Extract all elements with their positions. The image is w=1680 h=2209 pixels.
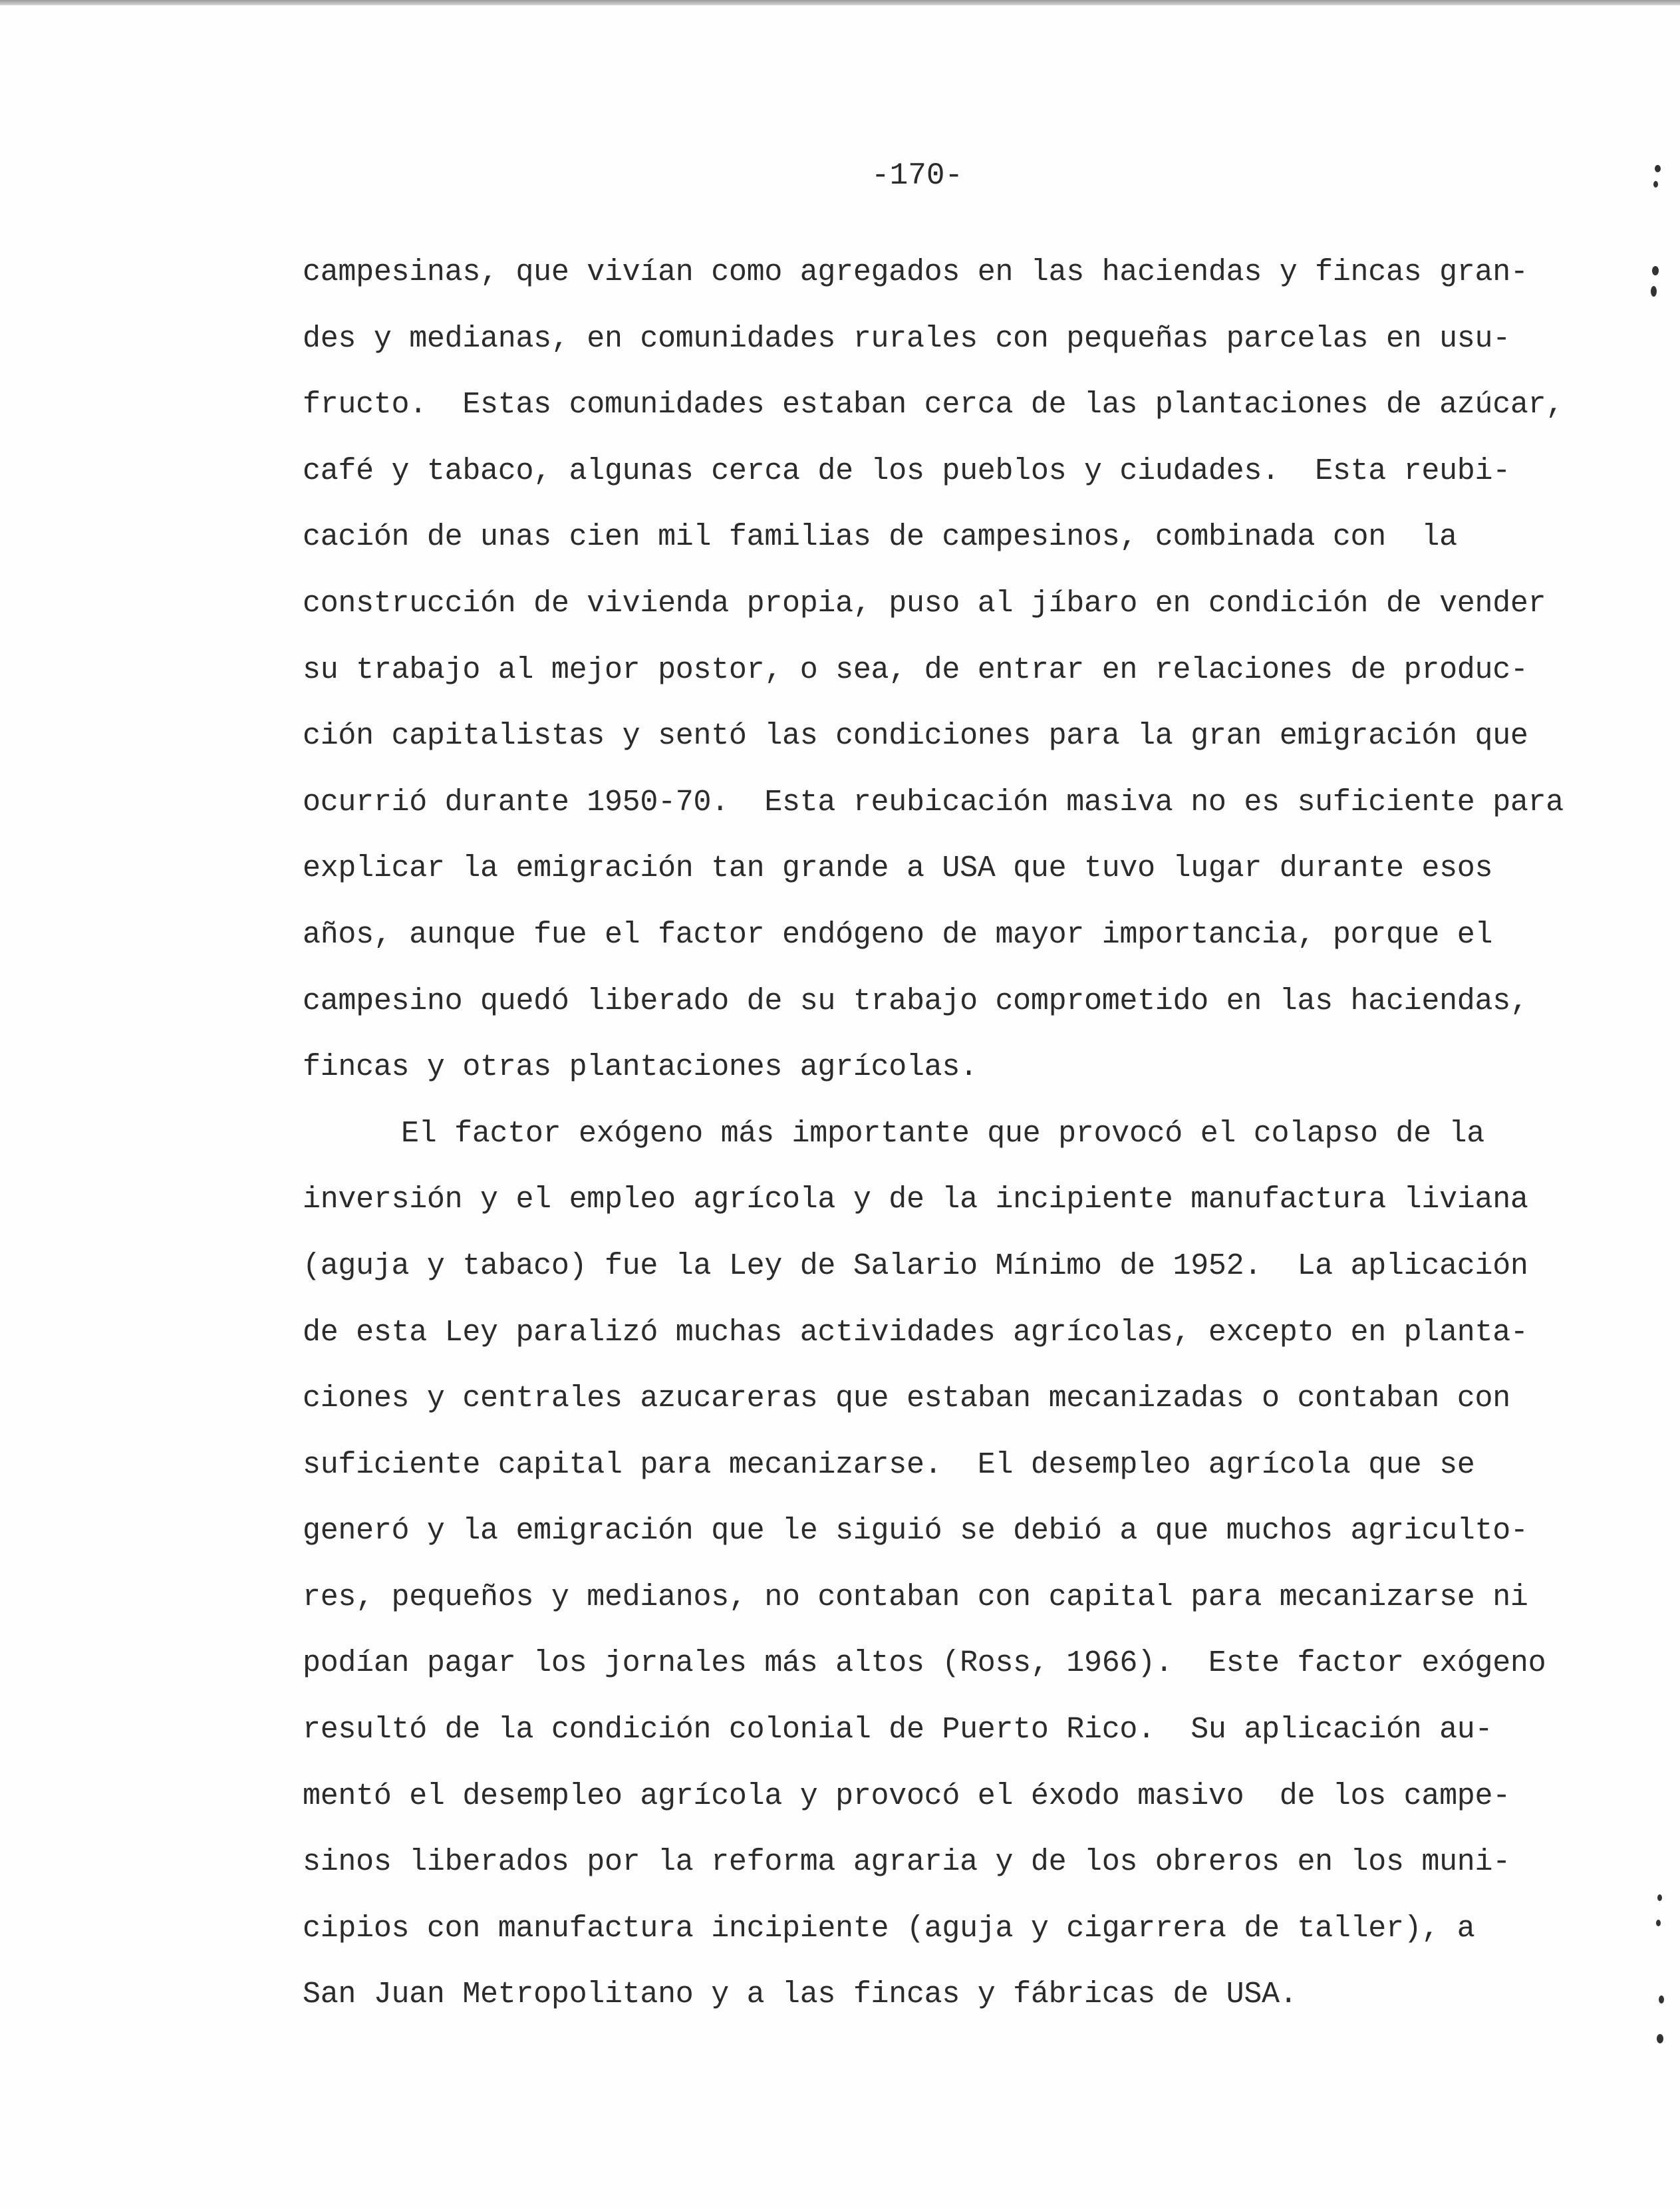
scan-speck [1656,1920,1661,1926]
page-number: -170- [871,158,964,193]
text-line: explicar la emigración tan grande a USA que tuvo lugar durante esos [303,851,1493,886]
text-line: podían pagar los jornales más altos (Ross, 1966). Este factor exógeno [303,1646,1546,1681]
text-line: ción capitalistas y sentó las condiciones para la gran emigración que [303,719,1528,754]
text-line: fructo. Estas comunidades estaban cerca de las plantaciones de azúcar, [303,388,1564,422]
text-line: cipios con manufactura incipiente (aguja y cigarrera de taller), a [303,1911,1475,1946]
text-line: años, aunque fue el factor endógeno de mayor importancia, porque el [303,917,1493,952]
text-line: campesinas, que vivían como agregados en las haciendas y fincas gran- [303,255,1528,289]
text-line: resultó de la condición colonial de Puerto Rico. Su aplicación au- [303,1713,1493,1747]
scan-speck [1657,2034,1663,2043]
text-line: inversión y el empleo agrícola y de la incipiente manufactura liviana [303,1183,1528,1217]
text-line: de esta Ley paralizó muchas actividades agrícolas, excepto en planta- [303,1315,1528,1350]
text-line: mentó el desempleo agrícola y provocó el éxodo masivo de los campe- [303,1779,1510,1813]
text-line: generó y la emigración que le siguió se debió a que muchos agriculto- [303,1514,1528,1548]
body-text [303,239,1600,2028]
text-line: (aguja y tabaco) fue la Ley de Salario Mínimo de 1952. La aplicación [303,1249,1528,1283]
text-line: construcción de vivienda propia, puso al jíbaro en condición de vender [303,586,1546,621]
text-line: res, pequeños y medianos, no contaban con capital para mecanizarse ni [303,1580,1528,1614]
scan-speck [1652,266,1659,275]
scan-top-edge [0,0,1680,5]
text-line: fincas y otras plantaciones agrícolas. [303,1050,978,1085]
text-line: campesino quedó liberado de su trabajo comprometido en las haciendas, [303,984,1528,1018]
text-line: cación de unas cien mil familias de campesinos, combinada con la [303,520,1457,555]
text-line: des y medianas, en comunidades rurales con pequeñas parcelas en usu- [303,321,1510,356]
text-line: sinos liberados por la reforma agraria y de los obreros en los muni- [303,1845,1510,1880]
scan-speck [1657,1894,1662,1901]
scan-speck [1655,165,1661,172]
paragraph-first-line: El factor exógeno más importante que provocó el colapso de la [401,1116,1484,1151]
scan-speck [1651,286,1657,297]
text-line: San Juan Metropolitano y a las fincas y fábricas de USA. [303,1978,1298,2012]
text-line: ciones y centrales azucareras que estaban mecanizadas o contaban con [303,1382,1510,1416]
text-line: ocurrió durante 1950-70. Esta reubicación masiva no es suficiente para [303,785,1564,819]
text-line: café y tabaco, algunas cerca de los pueblos y ciudades. Esta reubi- [303,454,1510,488]
scan-speck [1659,1995,1664,2003]
text-line: su trabajo al mejor postor, o sea, de entrar en relaciones de produc- [303,653,1528,687]
scan-speck [1653,181,1658,188]
text-line: suficiente capital para mecanizarse. El desempleo agrícola que se [303,1447,1475,1482]
